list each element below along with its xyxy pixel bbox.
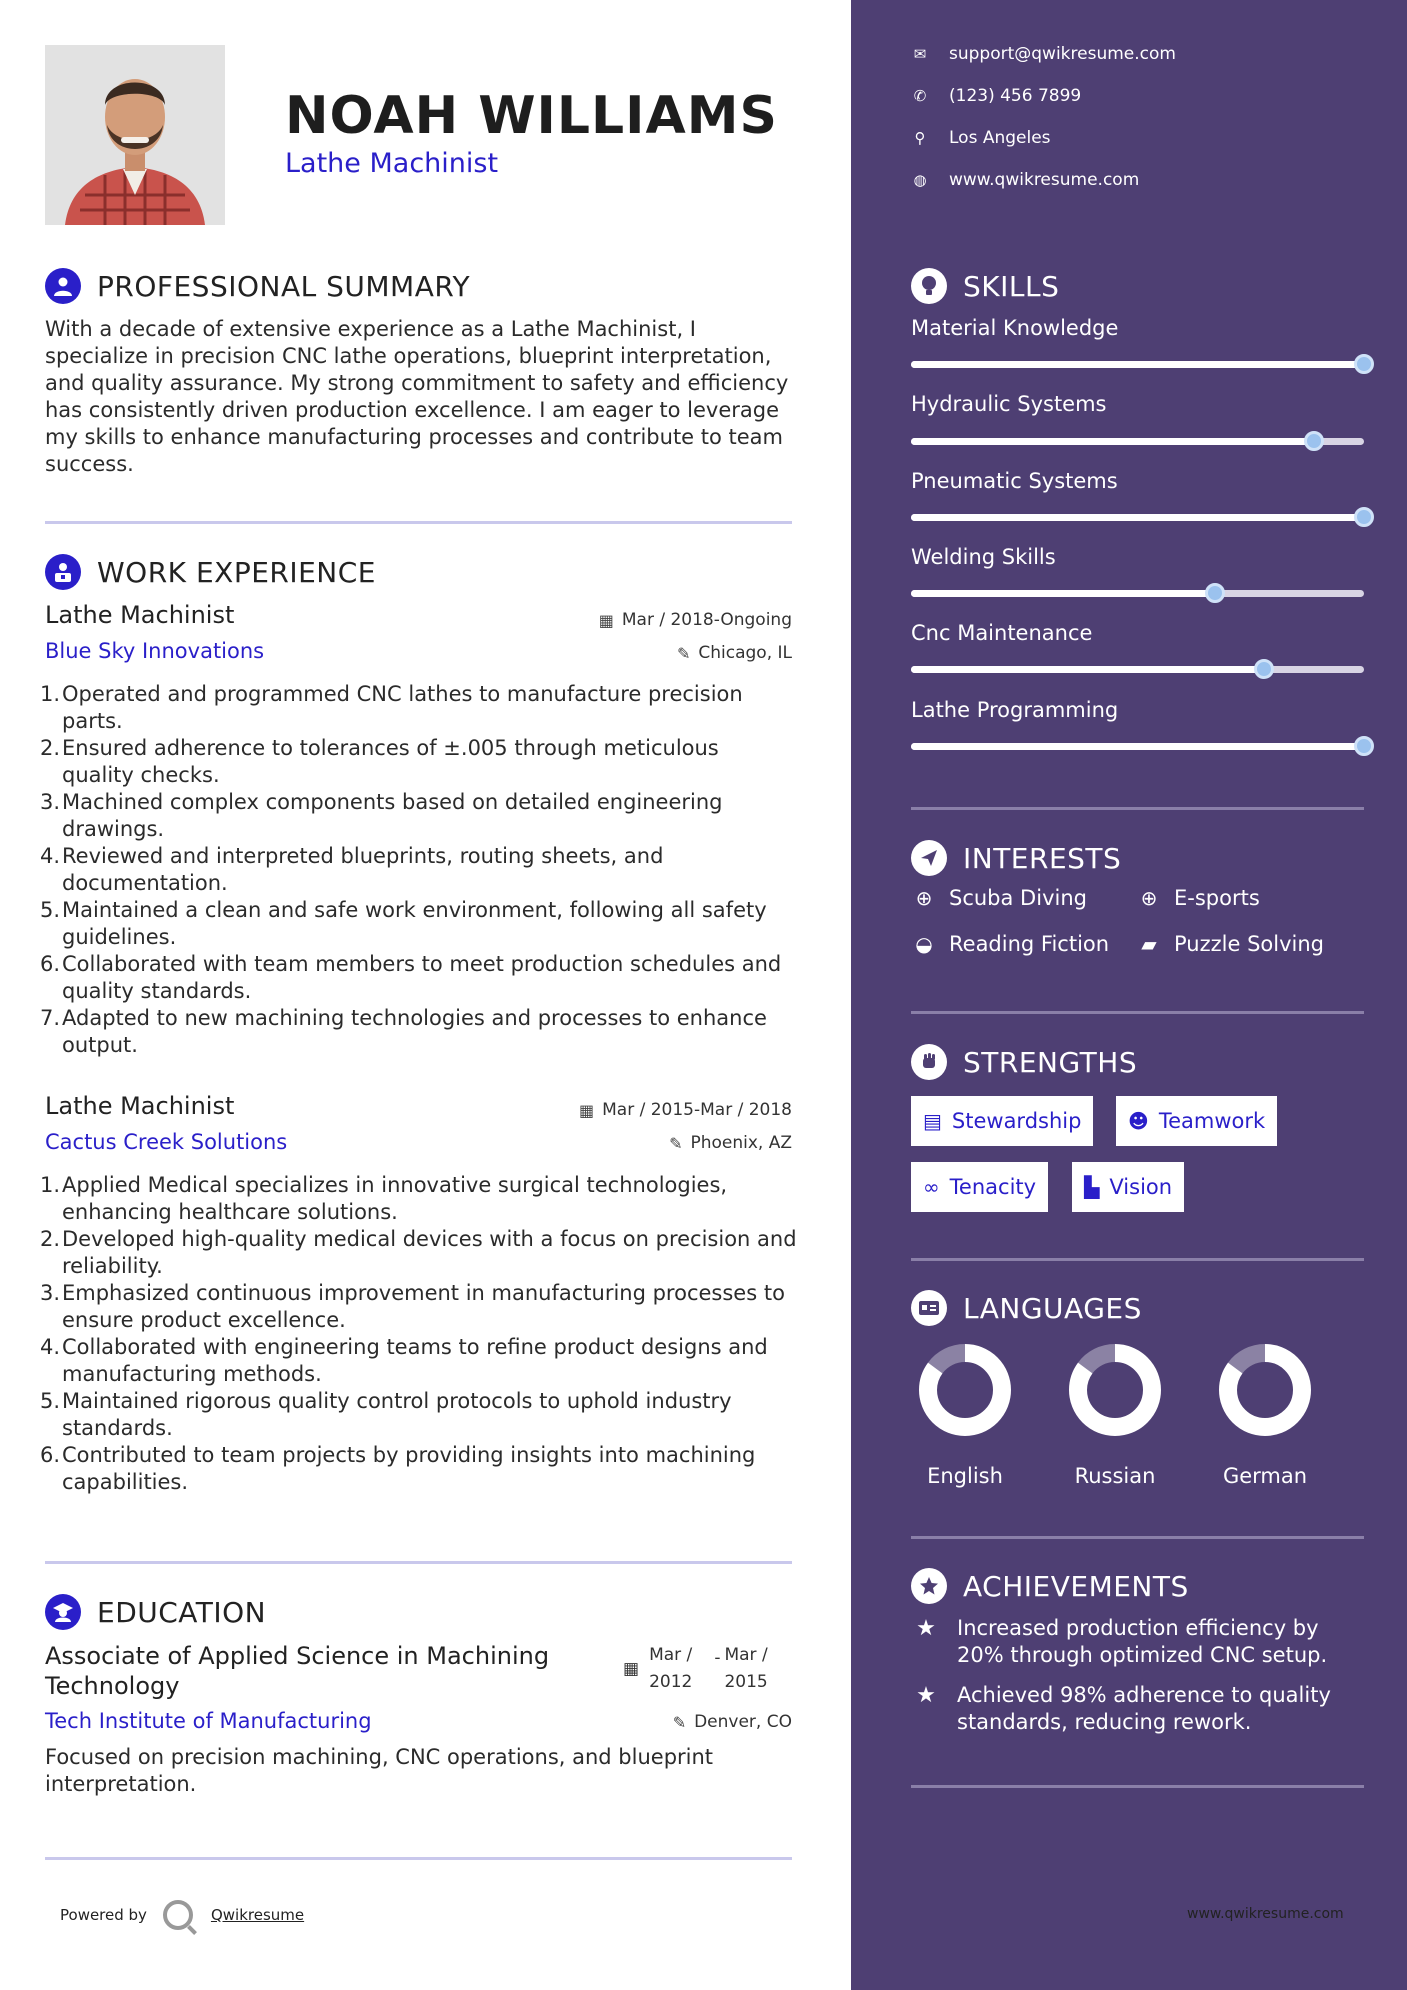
achievement-item: ★ Achieved 98% adherence to quality standards, reducing rework. xyxy=(911,1682,1361,1736)
strengths-heading xyxy=(911,1044,1137,1080)
language-item xyxy=(1055,1342,1175,1488)
languages-title: LANGUAGES xyxy=(963,1291,1142,1325)
skill-knob xyxy=(1304,431,1324,451)
skill-bar xyxy=(911,361,1364,368)
summary-heading xyxy=(45,268,470,304)
star-badge-icon xyxy=(911,1568,947,1604)
interest-item: ⊕ Scuba Diving xyxy=(911,886,1087,910)
education-title: EDUCATION xyxy=(97,1595,267,1629)
book-icon: ▰ xyxy=(1141,932,1157,956)
candidate-name: NOAH WILLIAMS xyxy=(285,86,778,146)
degree-line-2: Technology xyxy=(45,1672,180,1700)
summary-title: PROFESSIONAL SUMMARY xyxy=(97,269,471,303)
divider xyxy=(911,1536,1364,1539)
list-item: 6. Contributed to team projects by providing insights into machining capabilities. xyxy=(40,1443,756,1494)
strength-tag: ∞ Tenacity xyxy=(911,1162,1048,1212)
skill-label: Cnc Maintenance xyxy=(911,621,1093,645)
achievements-heading xyxy=(911,1568,1189,1604)
users-icon: ☻ xyxy=(1128,1109,1149,1133)
paper-plane-icon xyxy=(911,840,947,876)
strength-tag: ▙ Vision xyxy=(1072,1162,1184,1212)
divider xyxy=(911,807,1364,810)
job-2-dates-text: Mar / 2015-Mar / 2018 xyxy=(602,1100,792,1120)
pin-icon: ✎ xyxy=(672,1712,687,1732)
footer-site[interactable]: www.qwikresume.com xyxy=(1187,1906,1344,1922)
star-icon: ★ xyxy=(916,1683,936,1708)
list-item: 4. Collaborated with engineering teams to refine product designs and manufacturing methods. xyxy=(40,1335,768,1386)
language-label: English xyxy=(927,1464,1003,1488)
life-ring-icon: ⊕ xyxy=(915,886,933,910)
map-pin-icon: ⚲ xyxy=(914,129,926,147)
divider xyxy=(911,1785,1364,1788)
candidate-title: Lathe Machinist xyxy=(285,148,499,179)
job-2-dates xyxy=(579,1100,792,1120)
interest-item: ▰ Puzzle Solving xyxy=(1136,932,1324,956)
strengths-title: STRENGTHS xyxy=(963,1045,1138,1079)
school-name: Tech Institute of Manufacturing xyxy=(45,1709,372,1733)
job-1-title: Lathe Machinist xyxy=(45,601,235,629)
contact-website-text[interactable]: www.qwikresume.com xyxy=(949,170,1140,190)
calendar-icon: ▦ xyxy=(598,610,614,630)
achievements-title: ACHIEVEMENTS xyxy=(963,1569,1189,1603)
language-ring xyxy=(1217,1342,1313,1438)
job-1-location-text: Chicago, IL xyxy=(698,643,792,663)
list-item: 5. Maintained a clean and safe work environment, following all safety guidelines. xyxy=(40,898,767,949)
skill-fill xyxy=(911,514,1364,521)
fist-icon xyxy=(911,1044,947,1080)
divider xyxy=(911,1011,1364,1014)
skill-bar xyxy=(911,743,1364,750)
graduate-icon xyxy=(45,1594,81,1630)
phone-icon: ✆ xyxy=(913,87,927,105)
job-2-location-text: Phoenix, AZ xyxy=(690,1133,792,1153)
contact-email xyxy=(911,44,1176,64)
skill-knob xyxy=(1354,736,1374,756)
skill-bar xyxy=(911,514,1364,521)
skill-label: Pneumatic Systems xyxy=(911,469,1118,493)
education-description: Focused on precision machining, CNC operations, and blueprint interpretation. xyxy=(45,1745,714,1796)
education-location xyxy=(673,1712,792,1732)
language-ring xyxy=(917,1342,1013,1438)
divider xyxy=(911,1258,1364,1261)
experience-title: WORK EXPERIENCE xyxy=(97,555,376,589)
skill-label: Material Knowledge xyxy=(911,316,1119,340)
job-1-duties xyxy=(40,681,797,1059)
skills-title: SKILLS xyxy=(963,269,1060,303)
skill-label: Welding Skills xyxy=(911,545,1056,569)
achievement-item: ★ Increased production efficiency by 20% through optimized CNC setup. xyxy=(911,1615,1361,1669)
divider xyxy=(45,1857,792,1860)
skill-bar xyxy=(911,666,1364,673)
job-1-dates-text: Mar / 2018-Ongoing xyxy=(621,610,792,630)
skill-fill xyxy=(911,438,1314,445)
contact-location-text: Los Angeles xyxy=(949,128,1051,148)
job-1-dates xyxy=(599,610,792,630)
skill-bar xyxy=(911,590,1364,597)
skill-knob xyxy=(1354,354,1374,374)
briefcase-user-icon xyxy=(45,554,81,590)
contact-email-text[interactable]: support@qwikresume.com xyxy=(949,44,1176,64)
skill-fill xyxy=(911,743,1364,750)
contact-phone-text: (123) 456 7899 xyxy=(949,86,1082,106)
brand-link[interactable]: Qwikresume xyxy=(210,1906,305,1924)
degree xyxy=(45,1641,549,1701)
experience-heading xyxy=(45,554,376,590)
list-item: 6. Collaborated with team members to meet production schedules and quality standards. xyxy=(40,952,782,1003)
language-label: Russian xyxy=(1074,1464,1156,1488)
skill-knob xyxy=(1254,659,1274,679)
list-item: 4. Reviewed and interpreted blueprints, routing sheets, and documentation. xyxy=(40,844,664,895)
powered-by-text: Powered by xyxy=(60,1906,147,1924)
pin-icon: ✎ xyxy=(676,643,691,663)
summary-text: With a decade of extensive experience as a Lathe Machinist, I specialize in precision CNC lathe operations, blueprint interpretation, and quality assurance. My strong commitment to safety and efficiency has consistently driven production excellence. I am eager to leverage my skills to enhance manufacturing processes and contribute to team success. xyxy=(45,317,789,476)
job-1-location xyxy=(677,643,792,663)
calendar-icon: ▦ xyxy=(623,1659,640,1679)
skill-knob xyxy=(1205,583,1225,603)
life-ring-icon: ⊕ xyxy=(1140,886,1158,910)
skill-label: Lathe Programming xyxy=(911,698,1119,722)
job-2-title: Lathe Machinist xyxy=(45,1092,235,1120)
link-icon: ∞ xyxy=(923,1175,940,1199)
education-dates: ▦ Mar / 2012 - Mar / 2015 xyxy=(623,1645,768,1692)
divider xyxy=(45,521,792,524)
skill-fill xyxy=(911,590,1215,597)
divider xyxy=(45,1561,792,1564)
list-item: 3. Machined complex components based on detailed engineering drawings. xyxy=(40,790,723,841)
degree-line-1: Associate of Applied Science in Machining xyxy=(45,1642,550,1670)
list-item: 3. Emphasized continuous improvement in manufacturing processes to ensure product excellence. xyxy=(40,1281,785,1332)
interests-title: INTERESTS xyxy=(963,841,1122,875)
skill-fill xyxy=(911,666,1264,673)
job-2-location xyxy=(669,1133,792,1153)
pin-icon: ✎ xyxy=(669,1133,683,1153)
skill-bar xyxy=(911,438,1364,445)
languages-heading xyxy=(911,1290,1142,1326)
list-item: 1. Applied Medical specializes in innovative surgical technologies, enhancing healthcare solutions. xyxy=(40,1173,728,1224)
skill-fill xyxy=(911,361,1364,368)
skill-knob xyxy=(1354,507,1374,527)
calendar-icon: ▦ xyxy=(578,1100,595,1120)
globe-icon: ◍ xyxy=(913,171,927,189)
contact-website xyxy=(911,170,1139,190)
sidebar xyxy=(851,0,1407,1990)
list-item: 2. Ensured adherence to tolerances of ±.005 through meticulous quality checks. xyxy=(40,736,719,787)
gamepad-icon: ◒ xyxy=(915,932,933,956)
skill-label: Hydraulic Systems xyxy=(911,392,1107,416)
interest-item: ⊕ E-sports xyxy=(1136,886,1260,910)
strength-tag: ☻ Teamwork xyxy=(1116,1096,1277,1146)
list-item: 2. Developed high-quality medical devices with a focus on precision and reliability. xyxy=(40,1227,797,1278)
envelope-icon: ✉ xyxy=(913,45,927,63)
briefcase-icon: ▤ xyxy=(923,1109,942,1133)
interests-heading xyxy=(911,840,1121,876)
list-item: 7. Adapted to new machining technologies and processes to enhance output. xyxy=(40,1006,767,1057)
list-item: 1. Operated and programmed CNC lathes to manufacture precision parts. xyxy=(40,682,743,733)
job-1-company: Blue Sky Innovations xyxy=(45,639,265,663)
profile-photo xyxy=(45,45,225,225)
job-2-duties xyxy=(40,1172,797,1496)
language-ring xyxy=(1067,1342,1163,1438)
job-2-company: Cactus Creek Solutions xyxy=(45,1130,288,1154)
list-item: 5. Maintained rigorous quality control protocols to uphold industry standards. xyxy=(40,1389,732,1440)
education-location-text: Denver, CO xyxy=(694,1712,792,1732)
language-item xyxy=(1205,1342,1325,1488)
powered-by xyxy=(60,1900,304,1930)
lightbulb-icon xyxy=(911,268,947,304)
language-item xyxy=(905,1342,1025,1488)
language-label: German xyxy=(1222,1464,1308,1488)
binoculars-icon: ▙ xyxy=(1084,1175,1100,1199)
qwikresume-logo-icon xyxy=(163,1900,193,1930)
language-icon xyxy=(911,1290,947,1326)
contact-location xyxy=(911,128,1051,148)
interest-item: ◒ Reading Fiction xyxy=(911,932,1109,956)
strength-tag: ▤ Stewardship xyxy=(911,1096,1093,1146)
education-heading xyxy=(45,1594,266,1630)
user-icon xyxy=(45,268,81,304)
skills-heading xyxy=(911,268,1059,304)
contact-phone xyxy=(911,86,1081,106)
star-icon: ★ xyxy=(916,1616,936,1641)
